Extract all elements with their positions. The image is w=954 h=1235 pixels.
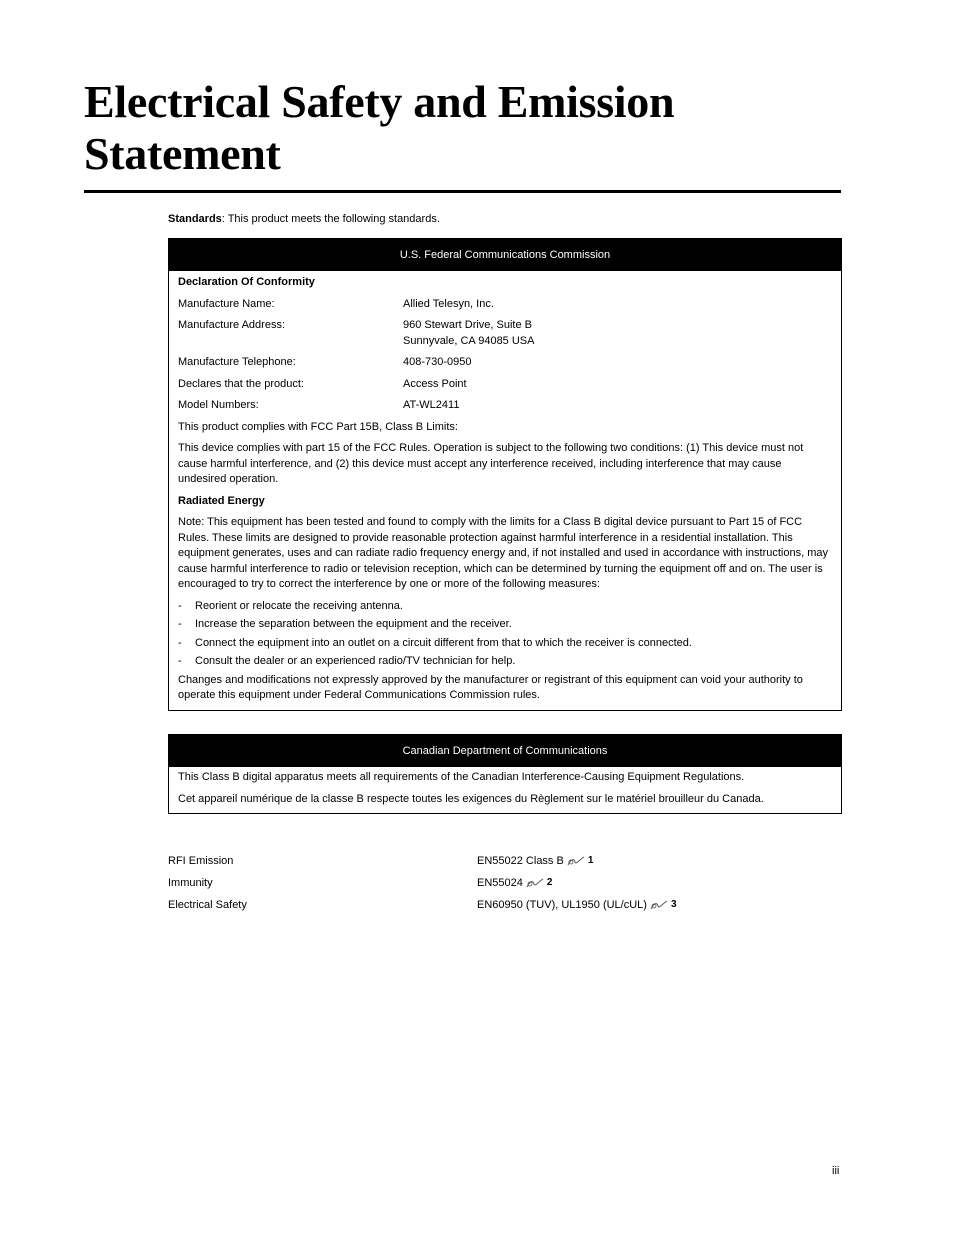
declaration-heading: Declaration Of Conformity	[178, 276, 315, 288]
standard-value-text: EN55022 Class B	[477, 855, 564, 867]
manufacture-telephone-row	[178, 355, 832, 371]
pencil-reference-icon	[567, 856, 585, 866]
row-value: 408-730-0950	[403, 356, 472, 368]
manufacture-address-row	[178, 318, 832, 349]
standards-list	[168, 850, 840, 916]
list-item-text: Reorient or relocate the receiving antenna.	[195, 599, 403, 612]
part15-text: This device complies with part 15 of the FCC Rules. Operation is subject to the following two conditions: (1) This device must not cause harmful interference, and (2) this device must accept any interference received, including interference that may cause undesired operation.	[178, 442, 804, 485]
list-item	[178, 599, 832, 615]
row-label: Manufacture Name:	[178, 297, 275, 310]
list-item-text: Connect the equipment into an outlet on a circuit different from that to which the receiver is connected.	[195, 636, 692, 649]
row-value	[403, 318, 832, 349]
bullet-dash: -	[178, 636, 182, 649]
row-label: Manufacture Telephone:	[178, 356, 296, 368]
canada-french-text: Cet appareil numérique de la classe B respecte toutes les exigences du Règlement sur le matériel brouilleur du Canada.	[178, 792, 764, 805]
list-item-text: Consult the dealer or an experienced radio/TV technician for help.	[195, 655, 516, 667]
manufacture-name-row	[178, 297, 832, 313]
standard-label: Immunity	[168, 877, 213, 889]
bullet-dash: -	[178, 655, 182, 667]
list-item-text: Increase the separation between the equipment and the receiver.	[195, 618, 512, 630]
row-value: Access Point	[403, 377, 467, 390]
bullet-dash: -	[178, 618, 182, 630]
list-item	[178, 636, 832, 652]
standard-label: RFI Emission	[168, 855, 234, 867]
canada-header: Canadian Department of Communications	[169, 735, 841, 767]
canada-english-text: This Class B digital apparatus meets all requirements of the Canadian Interference-Causing Equipment Regulations.	[178, 771, 745, 783]
changes-text: Changes and modifications not expressly approved by the manufacturer or registrant of this equipment can void your authority to operate this equipment under Federal Communications Commission rules.	[178, 673, 803, 701]
model-numbers-row	[178, 398, 832, 414]
row-label: Model Numbers:	[178, 399, 259, 411]
standard-value	[477, 872, 840, 894]
note-text: Note: This equipment has been tested and found to comply with the limits for a Class B digital device pursuant to Part 15 of FCC Rules. These limits are designed to provide reasonable protection against harmful interference in a residential installation. This equipment generates, uses and can radiate radio frequency energy and, if not installed and used in accordance with instructions, may cause harmful interference to radio or television reception, which can be determined by turning the equipment off and on. The user is encouraged to try to correct the interference by one or more of the following measures:	[178, 516, 829, 590]
standard-value-text: EN60950 (TUV), UL1950 (UL/cUL)	[477, 899, 647, 911]
standards-text: : This product meets the following standards.	[221, 213, 440, 225]
standards-label: Standards	[168, 213, 222, 225]
pencil-reference-icon	[650, 900, 668, 910]
canada-box	[168, 734, 842, 814]
product-row	[178, 377, 832, 393]
reference-number: 1	[587, 855, 594, 866]
list-item	[168, 850, 840, 872]
standard-value	[477, 894, 840, 916]
complies-text: This product complies with FCC Part 15B, Class B Limits:	[178, 420, 458, 433]
address-line-1: 960 Stewart Drive, Suite B	[403, 319, 533, 331]
row-label: Declares that the product:	[178, 377, 304, 390]
reference-number: 2	[546, 877, 553, 888]
standard-value	[477, 850, 840, 872]
reference-number: 3	[670, 899, 677, 910]
list-item	[178, 654, 832, 670]
standards-intro	[168, 213, 440, 225]
row-value: Allied Telesyn, Inc.	[403, 297, 494, 310]
list-item	[178, 617, 832, 633]
title-rule	[84, 190, 841, 193]
fcc-header: U.S. Federal Communications Commission	[169, 239, 841, 271]
standard-label: Electrical Safety	[168, 899, 247, 911]
pencil-reference-icon	[526, 878, 544, 888]
row-label: Manufacture Address:	[178, 319, 286, 331]
list-item	[168, 872, 840, 894]
page-title: Electrical Safety and Emission Statement	[84, 76, 675, 179]
page-number: iii	[832, 1165, 840, 1177]
radiated-energy-heading: Radiated Energy	[178, 494, 265, 507]
row-value: AT-WL2411	[403, 399, 460, 411]
list-item	[168, 894, 840, 916]
standard-value-text: EN55024	[477, 877, 523, 889]
fcc-box	[168, 238, 842, 711]
bullet-dash: -	[178, 599, 182, 612]
address-line-2: Sunnyvale, CA 94085 USA	[403, 334, 535, 347]
